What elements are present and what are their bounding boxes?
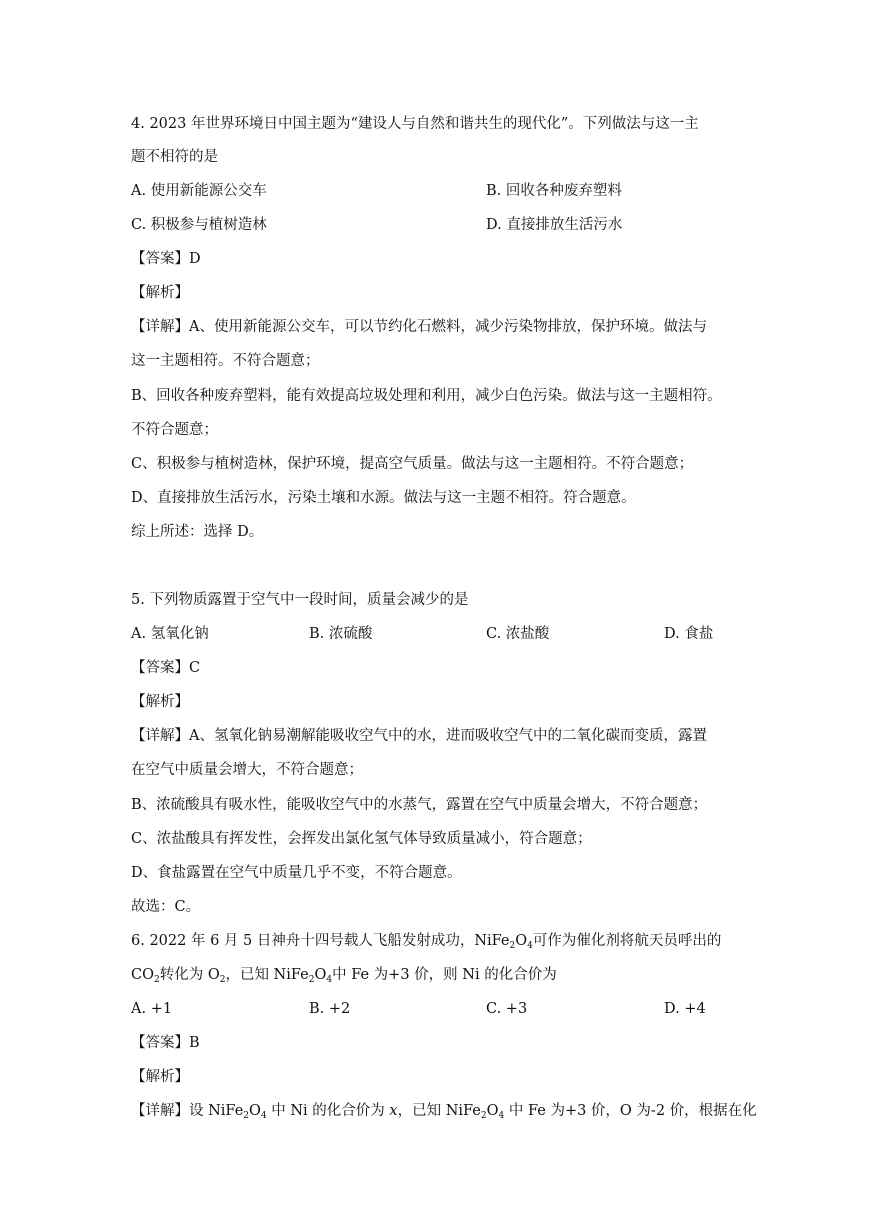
q4-analysis-heading: 【解析】 bbox=[131, 285, 189, 301]
q5-detail-line1: 【详解】A、氢氧化钠易潮解能吸收空气中的水，进而吸收空气中的二氧化碳而变质，露置 bbox=[131, 728, 707, 744]
q4-option-d: D. 直接排放生活污水 bbox=[486, 217, 623, 233]
q4-stem-line2: 题不相符的是 bbox=[131, 149, 218, 165]
q4-option-c: C. 积极参与植树造林 bbox=[131, 217, 267, 233]
q4-option-a: A. 使用新能源公交车 bbox=[131, 183, 267, 199]
q5-option-c: C. 浓盐酸 bbox=[486, 626, 550, 642]
q4-option-b: B. 回收各种废弃塑料 bbox=[486, 183, 622, 199]
q6-option-a: A. +1 bbox=[131, 1001, 173, 1017]
q5-stem: 5. 下列物质露置于空气中一段时间，质量会减少的是 bbox=[131, 592, 469, 608]
q4-detail-line2: 这一主题相符。不符合题意； bbox=[131, 353, 320, 369]
q5-option-d: D. 食盐 bbox=[664, 626, 714, 642]
q6-analysis-heading: 【解析】 bbox=[131, 1069, 189, 1085]
q4-stem-line1: 4. 2023 年世界环境日中国主题为“建设人与自然和谐共生的现代化”。下列做法与这一主 bbox=[131, 116, 699, 132]
q4-detail-line4: 不符合题意； bbox=[131, 422, 218, 438]
q6-stem-line1: 6. 2022 年 6 月 5 日神舟十四号载人飞船发射成功，$NiFe_2O_4$可作为催化剂将航天员呼出的 bbox=[131, 933, 722, 951]
q4-conclusion: 综上所述：选择 D。 bbox=[131, 524, 264, 540]
q6-answer: 【答案】B bbox=[131, 1035, 200, 1051]
q5-option-a: A. 氢氧化钠 bbox=[131, 626, 209, 642]
q6-option-c: C. +3 bbox=[486, 1001, 528, 1017]
q6-stem-line2: $CO_2$转化为 $O_2$，已知 $NiFe_2O_4$中 Fe 为+3 价，则 Ni 的化合价为 bbox=[131, 967, 557, 985]
q4-detail-line5: C、积极参与植树造林，保护环境，提高空气质量。做法与这一主题相符。不符合题意； bbox=[131, 456, 694, 472]
q5-answer: 【答案】C bbox=[131, 660, 201, 676]
q6-option-b: B. +2 bbox=[309, 1001, 351, 1017]
q4-detail-line6: D、直接排放生活污水，污染土壤和水源。做法与这一主题不相符。符合题意。 bbox=[131, 490, 636, 506]
q5-detail-line2: 在空气中质量会增大，不符合题意； bbox=[131, 762, 363, 778]
q6-detail-line1: 【详解】设 $NiFe_2O_4$ 中 Ni 的化合价为 x，已知 $NiFe_2O_4$ 中 Fe 为+3 价，O 为-2 价，根据在化 bbox=[131, 1103, 757, 1121]
q4-detail-line3: B、回收各种废弃塑料，能有效提高垃圾处理和利用，减少白色污染。做法与这一主题相符。 bbox=[131, 388, 722, 404]
q4-answer: 【答案】D bbox=[131, 251, 201, 267]
q4-detail-line1: 【详解】A、使用新能源公交车，可以节约化石燃料，减少污染物排放，保护环境。做法与 bbox=[131, 319, 707, 335]
q6-option-d: D. +4 bbox=[664, 1001, 706, 1017]
q5-option-b: B. 浓硫酸 bbox=[309, 626, 373, 642]
q5-analysis-heading: 【解析】 bbox=[131, 694, 189, 710]
q5-detail-line4: C、浓盐酸具有挥发性，会挥发出氯化氢气体导致质量减小，符合题意； bbox=[131, 831, 592, 847]
q5-detail-line3: B、浓硫酸具有吸水性，能吸收空气中的水蒸气，露置在空气中质量会增大，不符合题意； bbox=[131, 797, 708, 813]
q5-conclusion: 故选：C。 bbox=[131, 899, 201, 915]
q5-detail-line5: D、食盐露置在空气中质量几乎不变，不符合题意。 bbox=[131, 865, 462, 881]
